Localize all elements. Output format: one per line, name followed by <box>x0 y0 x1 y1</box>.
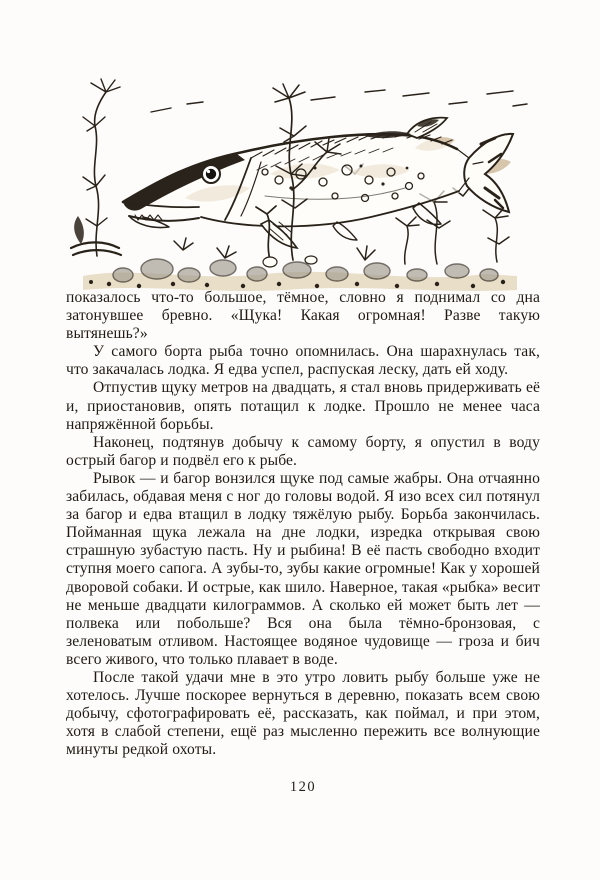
paragraph: У самого борта рыба точно опомнилась. Она шарахнулась так, что закачалась лодка. Я едва успел, распуская леску, дать ей ходу. <box>66 343 540 379</box>
paragraph: После такой удачи мне в это утро ловить рыбу больше уже не хотелось. Лучше поскорее вернуться в деревню, показать всем свою добычу, сфотографировать её, рассказать, как поймал, и при этом, хотя в слабой степени, ещё раз мысленно пережить все волнующие минуты редкой охоты. <box>66 668 540 759</box>
pike-illustration <box>65 78 535 293</box>
pike-fish-icon <box>123 118 513 248</box>
paragraph: Отпустив щуку метров на двадцать, я стал вновь придерживать её и, приостановив, опять потащил к лодке. Прошло не менее часа напряжённой борьбы. <box>66 379 540 433</box>
body-text <box>66 289 540 759</box>
paragraph: Рывок — и багор вонзился щуке под самые жабры. Она отчаянно забилась, обдавая меня с ног до головы водой. Я изо всех сил потянул за багор и едва втащил в лодку тяжёлую рыбу. Борьба закончилась. Пойманная щука лежала на дне лодки, изредка открывая свою страшную зубастую пасть. Ну и рыбина! В её пасть свободно входит ступня моего сапога. А зубы-то, зубы какие огромные! Как у хорошей дворовой собаки. И острые, как шило. Наверное, такая «рыбка» весит не меньше двадцати килограммов. А сколько ей может быть лет — полвека или побольше? Вся она была тёмно-бронзовая, с зеленоватым отливом. Настоящее водяное чудовище — гроза и бич всего живого, что только плавает в воде. <box>66 469 540 668</box>
page-number: 120 <box>289 779 317 795</box>
riverbed-pebbles <box>83 256 517 291</box>
paragraph: показалось что-то большое, тёмное, словно я поднимал со дна затонувшее бревно. «Щука! Какая огромная! Разве такую вытянешь?» <box>66 289 540 343</box>
paragraph: Наконец, подтянув добычу к самому борту, я опустил в воду острый багор и подвёл его к рыбе. <box>66 433 540 469</box>
water-dashes-decoration <box>151 90 527 112</box>
waterweed-left-icon <box>71 79 121 256</box>
